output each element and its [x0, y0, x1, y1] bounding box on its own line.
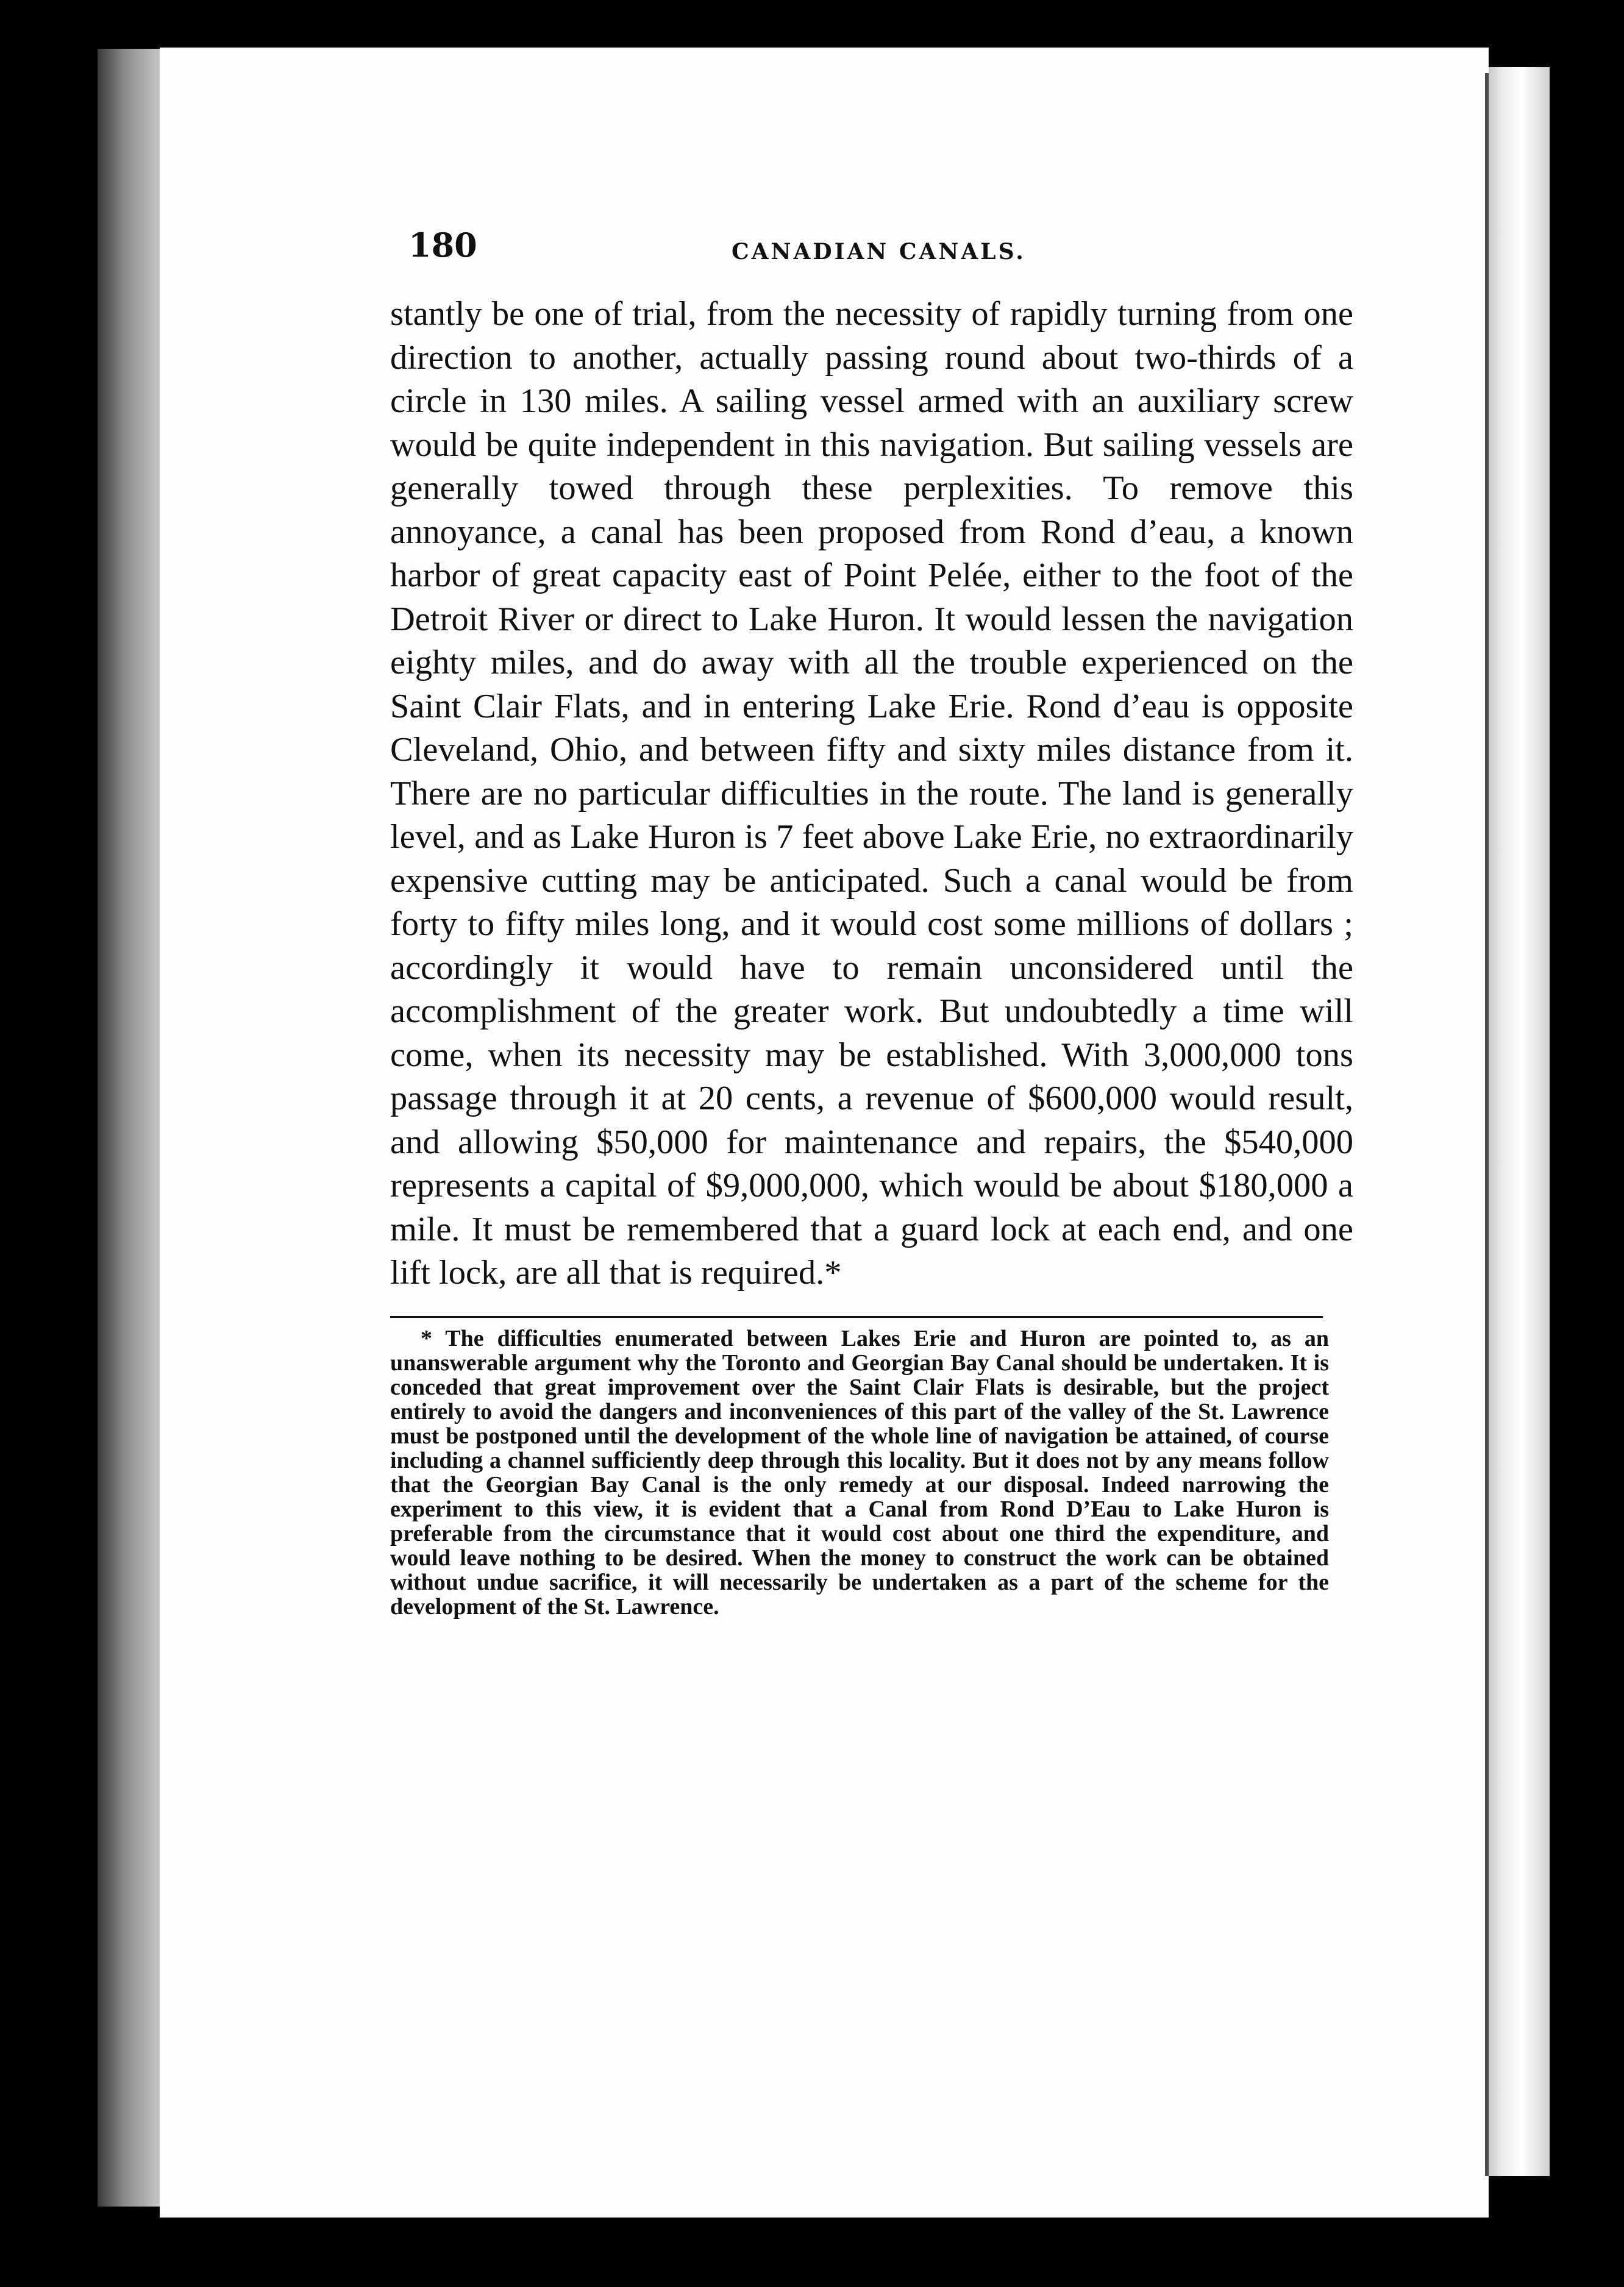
page-content	[390, 226, 1353, 1619]
footnote	[390, 1326, 1329, 1619]
page-header	[390, 226, 1353, 293]
footnote-marker: *	[421, 1325, 432, 1351]
footnote-rule	[390, 1316, 1323, 1318]
running-head: CANADIAN CANALS.	[732, 239, 1026, 265]
page-number: 180	[408, 226, 477, 265]
right-page-edges	[1489, 67, 1550, 2176]
left-page-edges	[98, 49, 165, 2207]
footnote-text: The difficulties enumerated between Lakes Erie and Huron are pointed to, as an unanswerable argument why the Toronto and Georgian Bay Canal should be undertaken. It is conceded that great improvement over the Saint Clair Flats is desirable, but the project entirely to avoid the dangers and inconveniences of this part of the valley of the St. Lawrence must be postponed until the development of the whole line of navigation be attained, of course including a channel sufficiently deep through this locality. But it does not by any means follow that the Georgian Bay Canal is the only remedy at our disposal. Indeed narrowing the experiment to this view, it is evident that a Canal from Rond D’Eau to Lake Huron is preferable from the circumstance that it would cost about one third the expenditure, and would leave nothing to be desired. When the money to construct the work can be obtained without undue sacrifice, it will necessarily be undertaken as a part of the scheme for the development of the St. Lawrence.	[390, 1325, 1329, 1620]
body-paragraph: stantly be one of trial, from the necessity of rapidly turning from one direction to another, actually passing round about two-thirds of a circle in 130 miles. A sailing vessel armed with an auxiliary screw would be quite independent in this navigation. But sailing vessels are generally towed through these perplexities. To remove this annoyance, a canal has been proposed from Rond d’eau, a known harbor of great capacity east of Point Pelée, either to the foot of the Detroit River or direct to Lake Huron. It would lessen the navigation eighty miles, and do away with all the trouble experienced on the Saint Clair Flats, and in entering Lake Erie. Rond d’eau is opposite Cleveland, Ohio, and between fifty and sixty miles distance from it. There are no particular difficulties in the route. The land is generally level, and as Lake Huron is 7 feet above Lake Erie, no extraordinarily expensive cutting may be anticipated. Such a canal would be from forty to fifty miles long, and it would cost some millions of dollars ; accordingly it would have to remain unconsidered until the accomplishment of the greater work. But undoubtedly a time will come, when its necessity may be established. With 3,000,000 tons passage through it at 20 cents, a revenue of $600,000 would result, and allowing $50,000 for maintenance and repairs, the $540,000 represents a capital of $9,000,000, which would be about $180,000 a mile. It must be remembered that a guard lock at each end, and one lift lock, are all that is required.*	[390, 295, 1353, 1292]
